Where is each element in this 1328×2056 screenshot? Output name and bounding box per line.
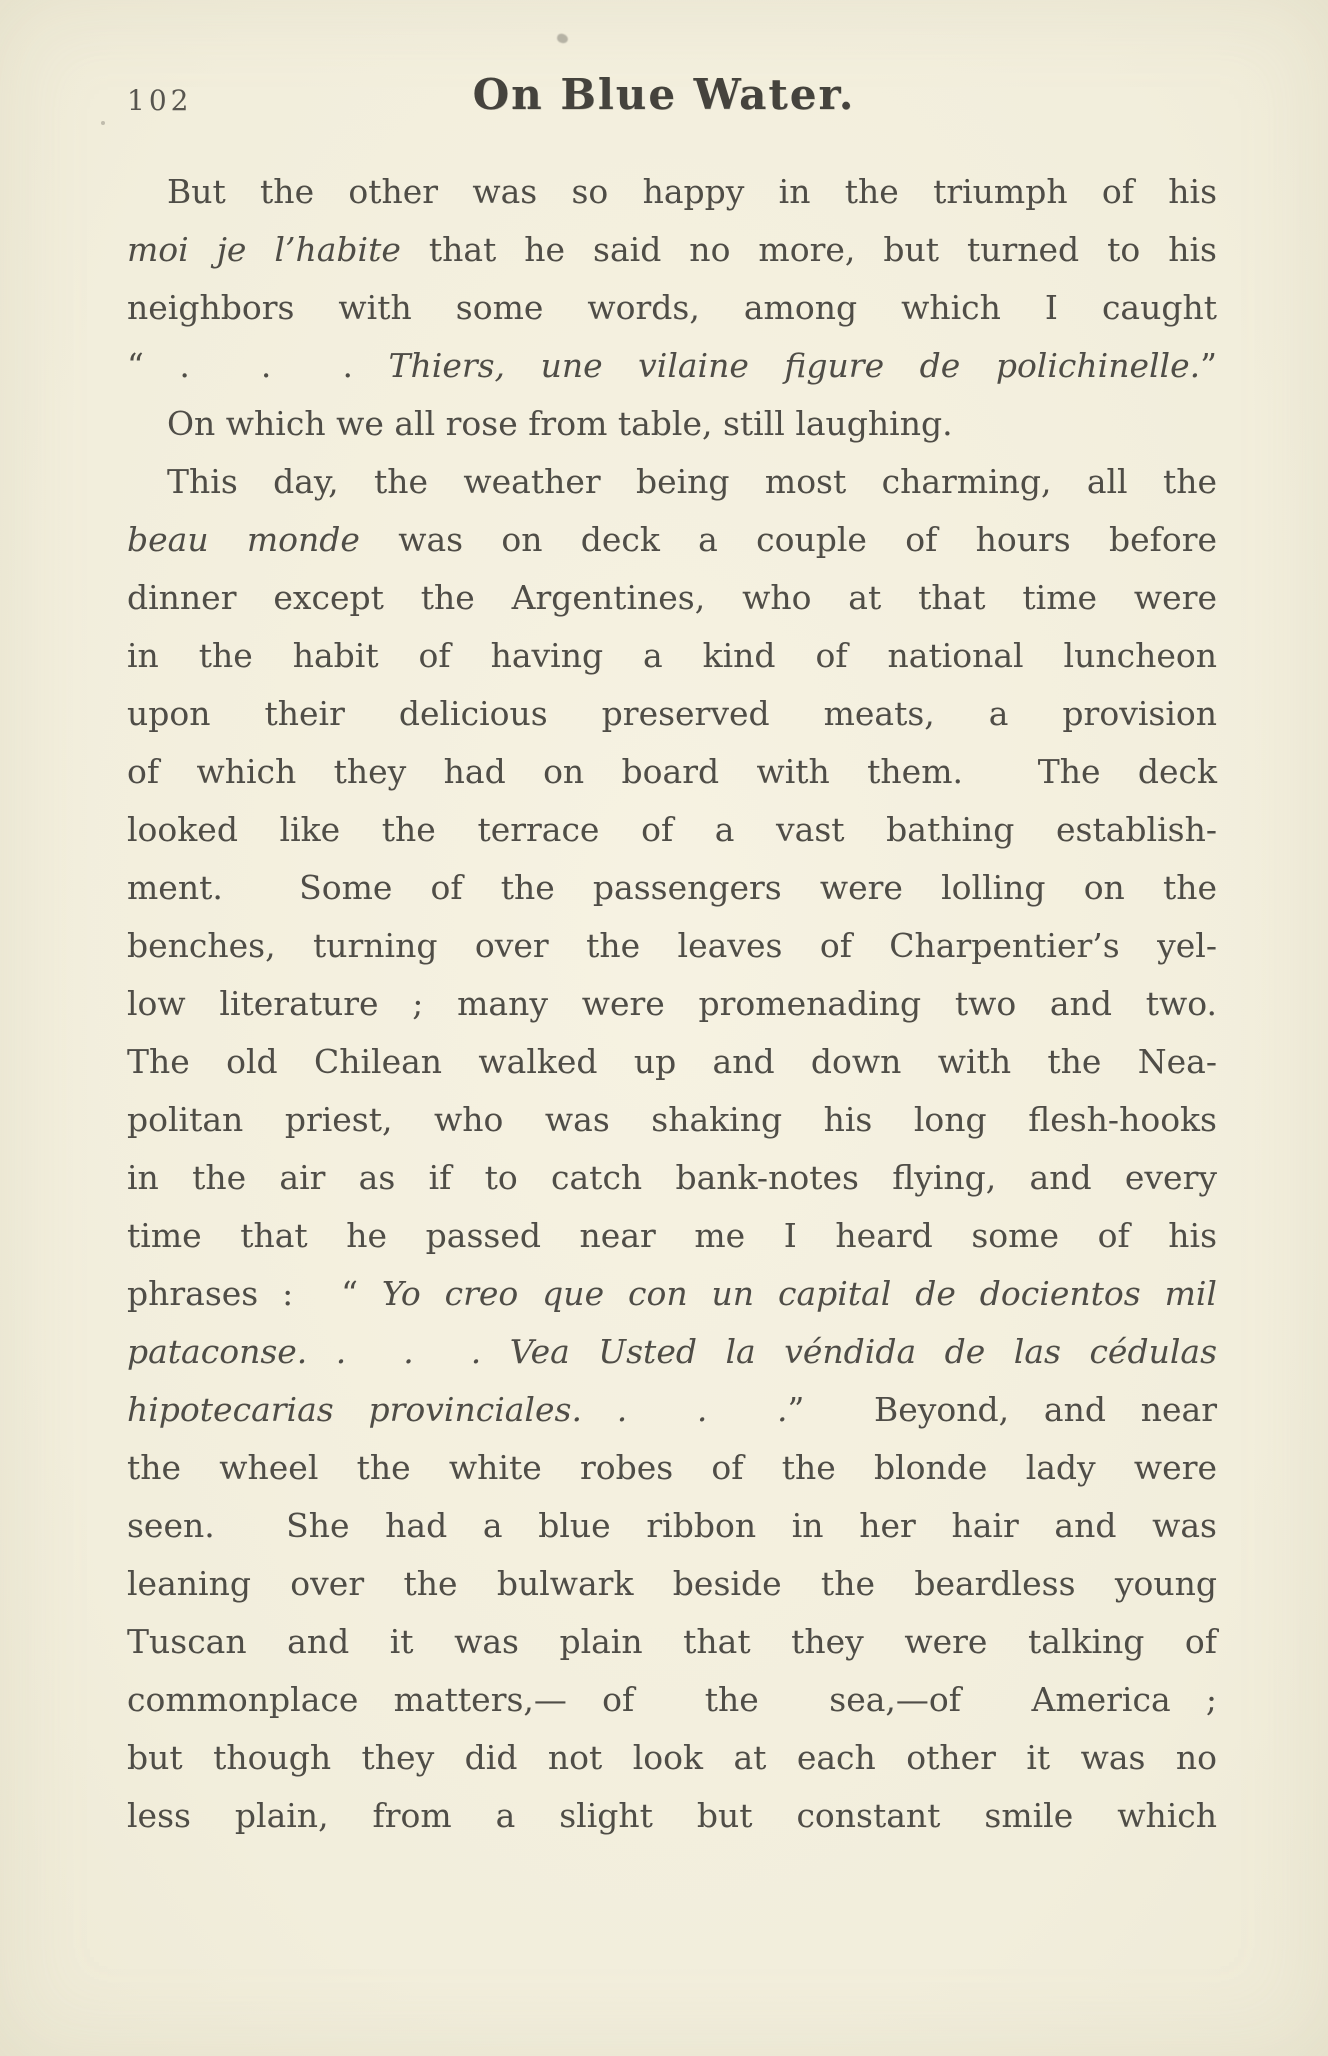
italic-phrase: moi je l’habite [127, 230, 401, 269]
italic-phrase: Yo creo que con un capital de docientos mil [381, 1274, 1217, 1313]
text-line [127, 685, 1217, 743]
text-line [127, 337, 1217, 395]
text-segment: seen. She had a blue ribbon in her hair and was [127, 1506, 1217, 1545]
text-segment: politan priest, who was shaking his long flesh-hooks [127, 1100, 1217, 1139]
text-segment: the wheel the white robes of the blonde lady were [127, 1448, 1217, 1487]
italic-phrase: pataconse. . . . [127, 1332, 510, 1371]
text-line [127, 279, 1217, 337]
text-line [127, 453, 1217, 511]
text-segment: But the other was so happy in the triumph of his [167, 172, 1217, 211]
italic-phrase: Vea Usted la véndida de las cédulas [509, 1332, 1217, 1371]
italic-phrase: hipotecarias provinciales. . . . [127, 1390, 788, 1429]
text-line [127, 801, 1217, 859]
text-segment: time that he passed near me I heard some of his [127, 1216, 1217, 1255]
text-line [127, 1149, 1217, 1207]
text-line [127, 1323, 1217, 1381]
text-segment: that he said no more, but turned to his [400, 230, 1217, 269]
text-line [127, 395, 1217, 453]
text-segment: ment. Some of the passengers were lolling on the [127, 868, 1217, 907]
text-segment: commonplace matters,— of the sea,—of America ; [127, 1680, 1217, 1719]
page-number: 102 [127, 84, 193, 117]
text-line [127, 859, 1217, 917]
body-text-block [127, 163, 1217, 1845]
text-line [127, 917, 1217, 975]
italic-phrase: Thiers, une vilaine figure de polichinelle. [388, 346, 1201, 385]
page-header-title: On Blue Water. [472, 70, 856, 119]
text-line [127, 569, 1217, 627]
text-line [127, 1787, 1217, 1845]
text-line [127, 1381, 1217, 1439]
text-segment: Tuscan and it was plain that they were talking of [127, 1622, 1217, 1661]
text-segment: low literature ; many were promenading two and two. [127, 984, 1217, 1023]
text-segment: “ . . . [127, 346, 389, 385]
text-line [127, 1265, 1217, 1323]
text-segment: looked like the terrace of a vast bathing establish- [127, 810, 1217, 849]
text-segment: This day, the weather being most charming, all the [167, 462, 1217, 501]
text-segment: but though they did not look at each other it was no [127, 1738, 1217, 1777]
text-line [127, 975, 1217, 1033]
text-line [127, 1439, 1217, 1497]
text-line [127, 1091, 1217, 1149]
text-segment: ” [1200, 346, 1217, 385]
scan-speck-artifact [556, 33, 569, 45]
text-line [127, 1671, 1217, 1729]
text-segment: leaning over the bulwark beside the beardless young [127, 1564, 1217, 1603]
text-line [127, 1555, 1217, 1613]
text-segment: was on deck a couple of hours before [359, 520, 1218, 559]
italic-phrase: beau monde [127, 520, 360, 559]
text-line [127, 511, 1217, 569]
text-segment: upon their delicious preserved meats, a provision [127, 694, 1217, 733]
text-line [127, 163, 1217, 221]
text-segment: On which we all rose from table, still laughing. [167, 404, 953, 443]
text-segment: dinner except the Argentines, who at that time were [127, 578, 1217, 617]
scan-speck-artifact [101, 121, 105, 125]
text-line [127, 1729, 1217, 1787]
text-line [127, 1613, 1217, 1671]
text-line [127, 1033, 1217, 1091]
text-segment: phrases : “ [127, 1274, 382, 1313]
text-line [127, 1207, 1217, 1265]
text-line [127, 1497, 1217, 1555]
text-segment: less plain, from a slight but constant smile which [127, 1796, 1217, 1835]
text-segment: The old Chilean walked up and down with the Nea- [127, 1042, 1217, 1081]
text-line [127, 743, 1217, 801]
text-segment: benches, turning over the leaves of Charpentier’s yel- [127, 926, 1217, 965]
text-segment: neighbors with some words, among which I caught [127, 288, 1217, 327]
text-line [127, 627, 1217, 685]
text-segment: of which they had on board with them. The deck [127, 752, 1217, 791]
text-segment: ” Beyond, and near [787, 1390, 1218, 1429]
text-segment: in the habit of having a kind of national luncheon [127, 636, 1217, 675]
text-segment: in the air as if to catch bank-notes flying, and every [127, 1158, 1217, 1197]
text-line [127, 221, 1217, 279]
